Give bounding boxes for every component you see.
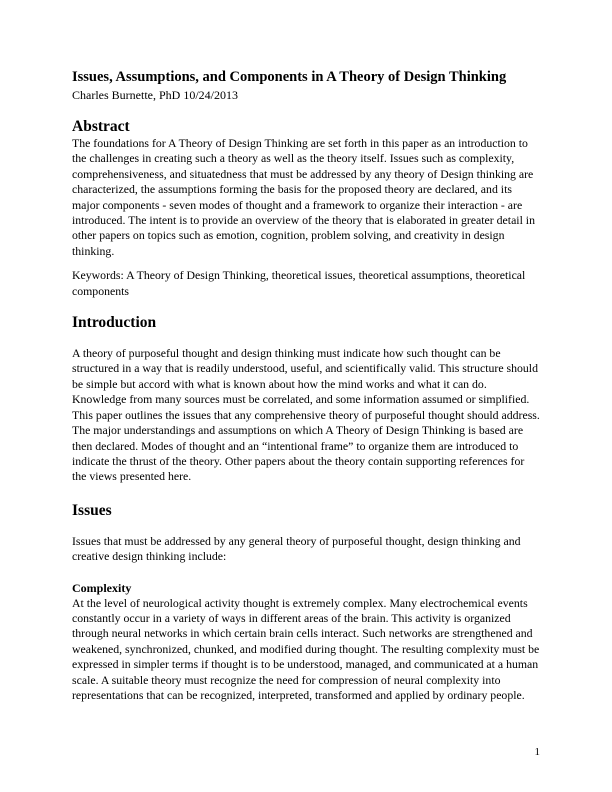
- introduction-heading: Introduction: [72, 314, 157, 332]
- issues-heading: Issues: [72, 501, 112, 519]
- issues-intro-paragraph: Issues that must be addressed by any general theory of purposeful thought, design thinking and creative design thinking include:: [72, 533, 521, 564]
- paper-title: Issues, Assumptions, and Components in A Theory of Design Thinking: [72, 69, 507, 85]
- abstract-paragraph: The foundations for A Theory of Design Thinking are set forth in this paper as an introduction to the challenges in creating such a theory as well as the theory itself. Issues such as complexity, comprehensiveness, and situatedness that must be addressed by any theory of Design thinking are characterized, the assumptions forming the basis for the proposed theory are declared, and its major components - seven modes of thought and a framework to organize their interaction - are introduced. The intent is to provide an overview of the theory that is elaborated in greater detail in other papers on topics such as emotion, cognition, problem solving, and creativity in design thinking.: [72, 136, 535, 258]
- author-date-line: Charles Burnette, PhD 10/24/2013: [72, 88, 238, 102]
- page-content: [72, 68, 540, 703]
- abstract-heading: Abstract: [72, 118, 130, 135]
- page-number: 1: [534, 746, 540, 758]
- complexity-subheading: Complexity: [72, 580, 132, 595]
- spacer: [72, 520, 540, 534]
- complexity-paragraph: At the level of neurological activity thought is extremely complex. Many electrochemical events constantly occur in a variety of ways in different areas of the brain. This activity is organized through neural networks in which certain brain cells interact. Such networks are strengthened and weakened, synchronized, chunked, and modified during thought. The resulting complexity must be expressed in simpler terms if thought is to be understood, managed, and communicated at a human scale. A suitable theory must recognize the need for compression of neural complexity into representations that can be recognized, interpreted, transformed and applied by ordinary people.: [72, 595, 540, 702]
- spacer: [72, 332, 540, 346]
- introduction-paragraph: A theory of purposeful thought and design thinking must indicate how such thought can be structured in a way that is readily understood, useful, and scientifically valid. This structure should be simple but accord with what is known about how the mind works and what it can do. Knowledge from many sources must be correlated, and some information assumed or simplified. This paper outlines the issues that any comprehensive theory of purposeful thought should address. The major understandings and assumptions on which A Theory of Design Thinking is based are then declared. Modes of thought and an “intentional frame” to organize them are introduced to indicate the thrust of the theory. Other papers about the theory contain supporting references for the views presented here.: [72, 346, 540, 484]
- keywords-paragraph: Keywords: A Theory of Design Thinking, theoretical issues, theoretical assumptions, theoretical components: [72, 268, 526, 298]
